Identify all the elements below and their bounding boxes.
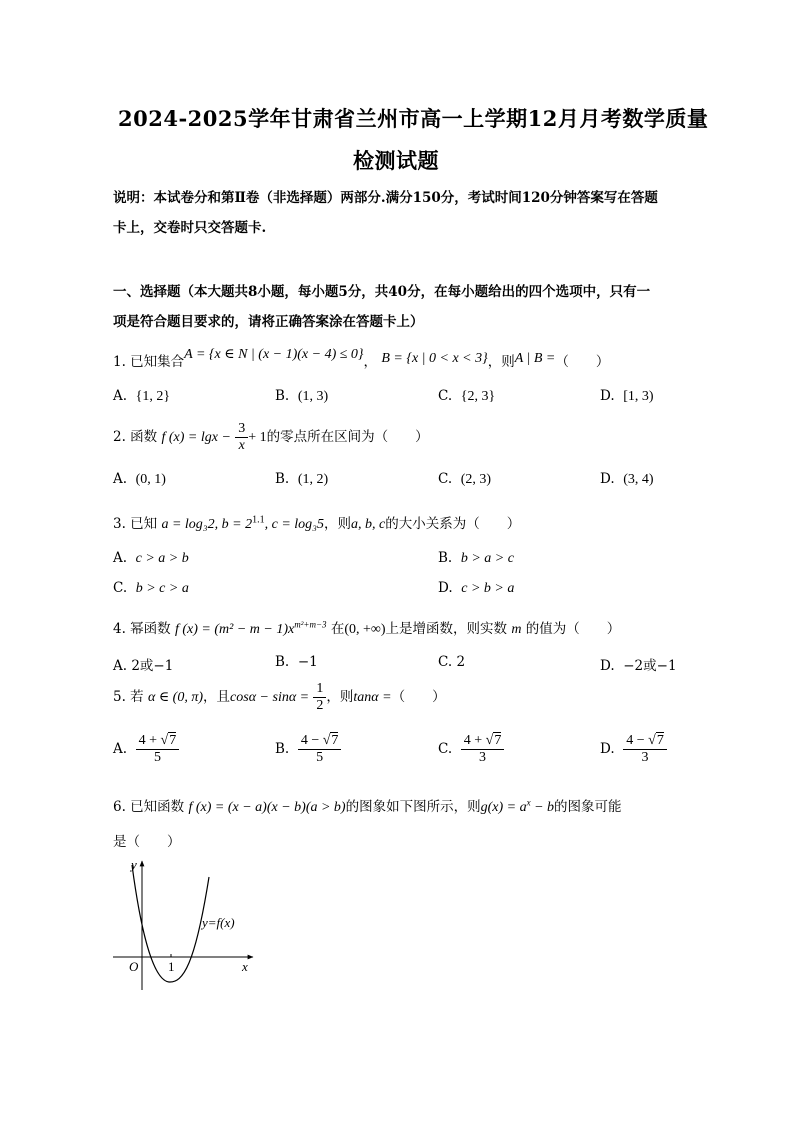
option-text: c > b > a xyxy=(461,581,515,596)
q5-option-a xyxy=(113,733,179,766)
q5-domain: α ∈ (0, π) xyxy=(147,690,204,706)
q2-suffix: 的零点所在区间为（ ） xyxy=(266,429,429,446)
q6-mid: 的图象如下图所示，则 xyxy=(345,799,481,815)
q6-suffix: 的图象可能 xyxy=(554,799,622,815)
q5-and: ，且 xyxy=(203,689,231,706)
question-5-stem xyxy=(113,681,446,714)
q5-frac-den: 2 xyxy=(316,698,324,714)
q4-exponent: m²+m−3 xyxy=(294,619,327,630)
q4-suffix: 的值为（ ） xyxy=(525,621,621,637)
q1-expr: A | B = xyxy=(514,351,556,366)
option-text: (1, 2) xyxy=(297,472,329,487)
q5-option-b xyxy=(275,733,341,766)
option-label: D. xyxy=(438,580,453,596)
q3-option-d xyxy=(438,580,514,597)
option-label: B. xyxy=(275,741,290,758)
option-text: (3, 4) xyxy=(623,472,654,487)
option-text: c > a > b xyxy=(135,551,189,566)
q2-frac-num: 3 xyxy=(235,421,248,438)
question-2-stem xyxy=(113,421,429,454)
option-label: A. xyxy=(113,741,128,758)
q6-func: f (x) = (x − a)(x − b)(a > b) xyxy=(188,800,346,815)
option-label: D. xyxy=(600,741,615,758)
option-label: A. xyxy=(113,658,128,674)
question-6-stem xyxy=(113,795,622,816)
option-label: C. xyxy=(438,741,453,758)
q4-option-b xyxy=(275,654,318,670)
option-label: B. xyxy=(438,550,453,566)
q3-exponent: 1.1 xyxy=(252,514,265,526)
option-label: C. xyxy=(113,580,128,596)
y-axis-label: y xyxy=(131,857,137,872)
q1-set-b: B = {x | 0 < x < 3} xyxy=(381,351,488,366)
q4-option-a xyxy=(113,654,173,674)
option-label: A. xyxy=(113,471,128,487)
tick-label-1: 1 xyxy=(168,959,175,974)
option-fraction: $\frac{4 - √7}{3}$ xyxy=(623,733,667,766)
q5-text: 5. 若 xyxy=(113,689,144,706)
option-fraction: $\frac{4 + √7}{5}$ xyxy=(136,733,180,766)
q3-option-c xyxy=(113,580,189,597)
q6-text: 6. 已知函数 xyxy=(113,799,185,815)
frac-root: 7 xyxy=(331,733,339,748)
page-title-line1: 2024-2025学年甘肃省兰州市高一上学期12月月考数学质量 xyxy=(118,106,709,131)
q2-func: f (x) = lgx − xyxy=(161,430,231,446)
q3-expr-c: , c = log₃5 xyxy=(264,517,325,532)
frac-den: 3 xyxy=(641,750,649,766)
q3-then: ，则 xyxy=(324,516,352,532)
q2-plus-one: + 1 xyxy=(248,430,267,446)
option-label: A. xyxy=(113,388,128,404)
q1-option-b xyxy=(275,388,328,405)
question-4-stem xyxy=(113,617,620,638)
option-text: b > a > c xyxy=(460,551,514,566)
q2-text: 2. 函数 xyxy=(113,429,158,446)
option-text: b > c > a xyxy=(135,581,189,596)
q3-text: 3. 已知 xyxy=(113,516,158,532)
q1-option-a xyxy=(113,388,170,405)
q4-in: 在 xyxy=(330,621,345,637)
q2-frac-den: x xyxy=(238,438,245,454)
option-text: [1, 3) xyxy=(623,389,654,404)
frac-num: 4 − xyxy=(626,733,649,748)
curve-label: y=f(x) xyxy=(202,915,235,930)
q1-option-c xyxy=(438,388,495,405)
q4-option-c xyxy=(438,654,465,670)
q4-option-d xyxy=(600,654,677,674)
function-graph xyxy=(105,855,265,1000)
q4-interval: (0, +∞) xyxy=(344,622,386,637)
exam-note-line2: 卡上，交卷时只交答题卡. xyxy=(113,220,267,236)
option-label: B. xyxy=(275,654,290,670)
q5-blank: （ ） xyxy=(391,689,446,706)
q4-text: 4. 幂函数 xyxy=(113,621,171,637)
origin-label: O xyxy=(129,959,139,974)
q5-frac-num: 1 xyxy=(313,681,326,698)
frac-den: 3 xyxy=(479,750,487,766)
question-3-stem xyxy=(113,512,520,533)
q1-option-d xyxy=(600,388,654,405)
q2-option-b xyxy=(275,471,328,488)
q1-set-a: A = {x ∈ N | (x − 1)(x − 4) ≤ 0} xyxy=(184,347,364,362)
frac-den: 5 xyxy=(153,750,161,766)
option-label: D. xyxy=(600,658,615,674)
q3-option-b xyxy=(438,550,514,567)
section-header-line2: 项是符合题目要求的，请将正确答案涂在答题卡上） xyxy=(113,314,424,330)
frac-num: 4 − xyxy=(300,733,323,748)
option-text: −1 xyxy=(297,654,318,670)
question-1-stem xyxy=(113,347,610,371)
q6-minus-b: − b xyxy=(530,800,555,815)
page-title-line2: 检测试题 xyxy=(353,148,439,173)
q3-vars: a, b, c xyxy=(351,517,386,532)
q4-var-m: m xyxy=(511,622,522,637)
section-header-line1: 一、选择题（本大题共8小题，每小题5分，共40分，在每小题给出的四个选项中，只有一 xyxy=(113,284,651,300)
q1-then: ，则 xyxy=(487,354,515,370)
option-label: C. xyxy=(438,388,453,404)
q2-fraction xyxy=(235,421,248,454)
q5-fraction xyxy=(313,681,326,714)
q4-mid: 上是增函数，则实数 xyxy=(385,621,508,637)
option-text: {2, 3} xyxy=(460,389,496,404)
q3-option-a xyxy=(113,550,189,567)
frac-num: 4 + xyxy=(138,733,161,748)
option-text: (1, 3) xyxy=(297,389,329,404)
x-axis-label: x xyxy=(242,959,248,974)
frac-root: 7 xyxy=(494,733,502,748)
q5-equation: cosα − sinα = xyxy=(230,690,310,706)
option-label: B. xyxy=(275,388,290,404)
frac-num: 4 + xyxy=(463,733,486,748)
frac-den: 5 xyxy=(316,750,324,766)
q2-option-c xyxy=(438,471,491,488)
q3-expr-a: a = log₃2, b = 2 xyxy=(161,517,253,532)
q6-exponent: x xyxy=(526,797,531,808)
q1-text: 1. 已知集合 xyxy=(113,354,185,370)
q5-tan: tanα = xyxy=(353,690,392,706)
option-label: D. xyxy=(600,471,615,487)
option-fraction: $\frac{4 - √7}{5}$ xyxy=(298,733,342,766)
option-text: (2, 3) xyxy=(460,472,492,487)
option-text: −2或−1 xyxy=(623,658,677,674)
option-label: D. xyxy=(600,388,615,404)
q1-blank: （ ） xyxy=(555,354,610,370)
option-label: C. xyxy=(438,654,453,670)
option-fraction: $\frac{4 + √7}{3}$ xyxy=(461,733,505,766)
q5-then: ，则 xyxy=(326,689,354,706)
q5-option-d xyxy=(600,733,667,766)
q5-option-c xyxy=(438,733,504,766)
option-text: {1, 2} xyxy=(135,389,171,404)
option-text: (0, 1) xyxy=(135,472,166,487)
exam-note-line1: 说明：本试卷分和第Ⅱ卷（非选择题）两部分.满分150分，考试时间120分钟答案写在答题 xyxy=(113,190,658,206)
option-label: C. xyxy=(438,471,453,487)
option-text: 2或−1 xyxy=(131,658,174,674)
frac-root: 7 xyxy=(656,733,664,748)
option-text: 2 xyxy=(456,654,466,670)
option-label: A. xyxy=(113,550,128,566)
q4-func: f (x) = (m² − m − 1)x xyxy=(174,622,295,637)
q3-suffix: 的大小关系为（ ） xyxy=(385,516,521,532)
question-6-stem-line2: 是（ ） xyxy=(113,834,181,850)
q2-option-d xyxy=(600,471,654,488)
frac-root: 7 xyxy=(169,733,177,748)
q2-option-a xyxy=(113,471,166,488)
option-label: B. xyxy=(275,471,290,487)
q6-g: g(x) = a xyxy=(480,800,527,815)
q1-comma: ， xyxy=(363,354,378,370)
